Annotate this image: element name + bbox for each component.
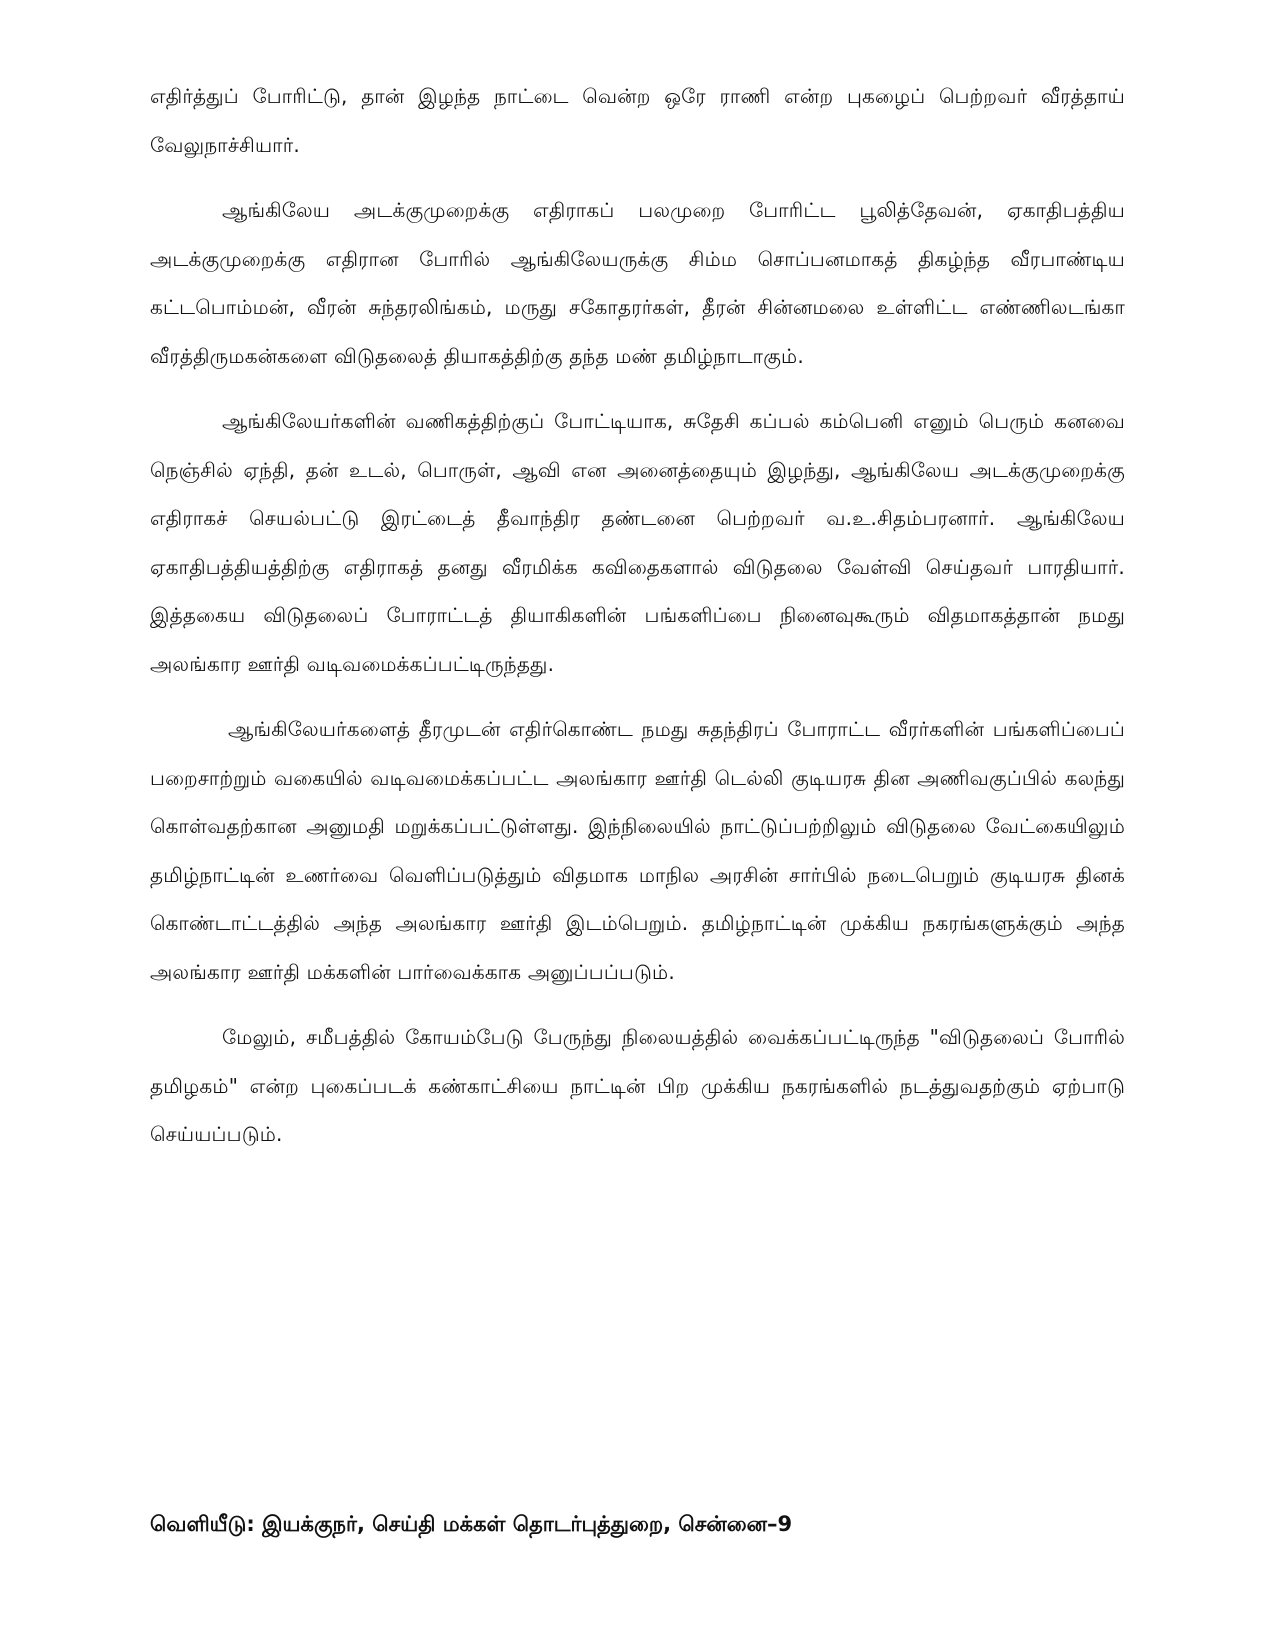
paragraph-1: எதிர்த்துப் போரிட்டு, தான் இழந்த நாட்டை வென்ற ஒரே ராணி என்ற புகழைப் பெற்றவர் வீரத்தாய் வேலுநாச்சியார். — [150, 84, 1125, 157]
paragraph-3: ஆங்கிலேயர்களின் வணிகத்திற்குப் போட்டியாக, சுதேசி கப்பல் கம்பெனி எனும் பெரும் கனவை நெஞ்சில் ஏந்தி, தன் உடல், பொருள், ஆவி என அனைத்தையும் இழந்து, ஆங்கிலேய அடக்குமுறைக்கு எதிராகச் செயல்பட்டு இரட்டைத் தீவாந்திர தண்டனை பெற்றவர் வ.உ.சிதம்பரனார். ஆங்கிலேய ஏகாதிபத்தியத்திற்கு எதிராகத் தனது வீரமிக்க கவிதைகளால் விடுதலை வேள்வி செய்தவர் பாரதியார். இத்தகைய விடுதலைப் போராட்டத் தியாகிகளின் பங்களிப்பை நினைவுகூரும் விதமாகத்தான் நமது அலங்கார ஊர்தி வடிவமைக்கப்பட்டிருந்தது. — [150, 409, 1125, 676]
publisher-footer: வெளியீடு: இயக்குநர், செய்தி மக்கள் தொடர்புத்துறை, சென்னை–9 — [150, 1512, 793, 1536]
paragraph-4: ஆங்கிலேயர்களைத் தீரமுடன் எதிர்கொண்ட நமது சுதந்திரப் போராட்ட வீரர்களின் பங்களிப்பைப் பறைசாற்றும் வகையில் வடிவமைக்கப்பட்ட அலங்கார ஊர்தி டெல்லி குடியரசு தின அணிவகுப்பில் கலந்து கொள்வதற்கான அனுமதி மறுக்கப்பட்டுள்ளது. இந்நிலையில் நாட்டுப்பற்றிலும் விடுதலை வேட்கையிலும் தமிழ்நாட்டின் உணர்வை வெளிப்படுத்தும் விதமாக மாநில அரசின் சார்பில் நடைபெறும் குடியரசு தினக் கொண்டாட்டத்தில் அந்த அலங்கார ஊர்தி இடம்பெறும். தமிழ்நாட்டின் முக்கிய நகரங்களுக்கும் அந்த அலங்கார ஊர்தி மக்களின் பார்வைக்காக அனுப்பப்படும். — [150, 717, 1125, 984]
document-body — [150, 72, 1125, 1176]
paragraph-5: மேலும், சமீபத்தில் கோயம்பேடு பேருந்து நிலையத்தில் வைக்கப்பட்டிருந்த "விடுதலைப் போரில் தமிழகம்" என்ற புகைப்படக் கண்காட்சியை நாட்டின் பிற முக்கிய நகரங்களில் நடத்துவதற்கும் ஏற்பாடு செய்யப்படும். — [150, 1025, 1125, 1146]
paragraph-2: ஆங்கிலேய அடக்குமுறைக்கு எதிராகப் பலமுறை போரிட்ட பூலித்தேவன், ஏகாதிபத்திய அடக்குமுறைக்கு எதிரான போரில் ஆங்கிலேயருக்கு சிம்ம சொப்பனமாகத் திகழ்ந்த வீரபாண்டிய கட்டபொம்மன், வீரன் சுந்தரலிங்கம், மருது சகோதரர்கள், தீரன் சின்னமலை உள்ளிட்ட எண்ணிலடங்கா வீரத்திருமகன்களை விடுதலைத் தியாகத்திற்கு தந்த மண் தமிழ்நாடாகும். — [150, 198, 1125, 368]
